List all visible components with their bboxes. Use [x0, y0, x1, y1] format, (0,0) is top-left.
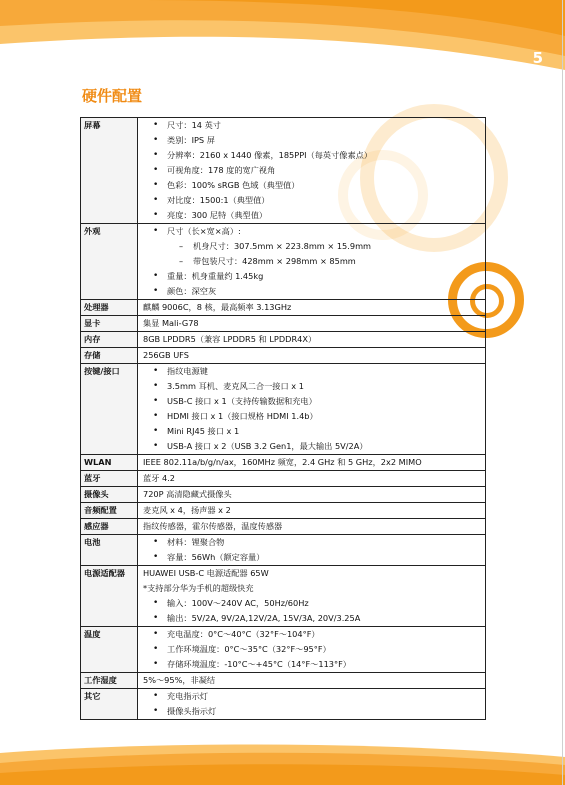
spec-label: 存储 [81, 348, 138, 364]
spec-value [138, 566, 486, 627]
spec-row-camera [81, 487, 486, 503]
spec-row-battery [81, 535, 486, 566]
spec-row-audio [81, 503, 486, 519]
spec-item: • 类别：IPS 屏 [151, 133, 480, 148]
spec-item-text: 尺寸（长×宽×高）: [167, 226, 241, 236]
spec-item: • 可视角度：178 度的宽广视角 [151, 163, 480, 178]
spec-item: • 3.5mm 耳机、麦克风二合一接口 x 1 [151, 379, 480, 394]
spec-label: 电源适配器 [81, 566, 138, 627]
spec-item: • 存储环境温度：-10°C～+45°C（14°F～113°F） [151, 657, 480, 672]
spec-label: 摄像头 [81, 487, 138, 503]
spec-item: • 输出：5V/2A, 9V/2A,12V/2A, 15V/3A, 20V/3.25A [151, 611, 480, 626]
spec-item: • 亮度：300 尼特（典型值） [151, 208, 480, 223]
footer-banner [0, 739, 565, 785]
spec-row-storage [81, 348, 486, 364]
spec-item: • 色彩：100% sRGB 色域（典型值） [151, 178, 480, 193]
spec-value: 指纹传感器，霍尔传感器，温度传感器 [138, 519, 486, 535]
spec-value [138, 364, 486, 455]
spec-value [138, 118, 486, 224]
spec-label: 感应器 [81, 519, 138, 535]
spec-item: • 分辨率：2160 x 1440 像素，185PPI（每英寸像素点） [151, 148, 480, 163]
spec-label: 外观 [81, 224, 138, 300]
spec-row-cpu [81, 300, 486, 316]
spec-row-adapter [81, 566, 486, 627]
spec-item: • 尺寸：14 英寸 [151, 118, 480, 133]
spec-value [138, 535, 486, 566]
spec-row-memory [81, 332, 486, 348]
spec-row-screen [81, 118, 486, 224]
spec-row-other [81, 689, 486, 720]
spec-value: 256GB UFS [138, 348, 486, 364]
spec-item: • USB-C 接口 x 1（支持传输数据和充电） [151, 394, 480, 409]
page-number: 5 [532, 49, 543, 67]
spec-label: 内存 [81, 332, 138, 348]
spec-value: 麒麟 9006C，8 核，最高频率 3.13GHz [138, 300, 486, 316]
spec-row-humidity [81, 673, 486, 689]
spec-item: • 工作环境温度：0°C～35°C（32°F～95°F） [151, 642, 480, 657]
spec-row-ports [81, 364, 486, 455]
spec-item: • 颜色：深空灰 [151, 284, 480, 299]
spec-label: 工作湿度 [81, 673, 138, 689]
spec-label: 屏幕 [81, 118, 138, 224]
spec-label: 蓝牙 [81, 471, 138, 487]
spec-item [151, 224, 480, 269]
spec-label: 显卡 [81, 316, 138, 332]
spec-item: • 容量：56Wh（额定容量） [151, 550, 480, 565]
spec-item: • 重量：机身重量约 1.45kg [151, 269, 480, 284]
spec-label: 按键/接口 [81, 364, 138, 455]
spec-value [138, 689, 486, 720]
spec-item: • 充电指示灯 [151, 689, 480, 704]
spec-label: 音频配置 [81, 503, 138, 519]
spec-value: 720P 高清隐藏式摄像头 [138, 487, 486, 503]
spec-row-bluetooth [81, 471, 486, 487]
spec-value: 麦克风 x 4，扬声器 x 2 [138, 503, 486, 519]
spec-value [138, 224, 486, 300]
spec-note: *支持部分华为手机的超级快充 [143, 583, 254, 593]
spec-subitem: – 机身尺寸：307.5mm × 223.8mm × 15.9mm [179, 239, 480, 254]
header-banner [0, 0, 565, 80]
spec-label: WLAN [81, 455, 138, 471]
spec-item: • 充电温度：0°C～40°C（32°F～104°F） [151, 627, 480, 642]
spec-value: IEEE 802.11a/b/g/n/ax，160MHz 频宽，2.4 GHz 和 5 GHz，2x2 MIMO [138, 455, 486, 471]
spec-value: 5%～95%，非凝结 [138, 673, 486, 689]
spec-value [138, 627, 486, 673]
spec-item: • HDMI 接口 x 1（接口规格 HDMI 1.4b） [151, 409, 480, 424]
spec-item: • 材料：锂聚合物 [151, 535, 480, 550]
spec-label: 其它 [81, 689, 138, 720]
spec-row-temperature [81, 627, 486, 673]
spec-item: • Mini RJ45 接口 x 1 [151, 424, 480, 439]
spec-row-gpu [81, 316, 486, 332]
spec-label: 处理器 [81, 300, 138, 316]
spec-value: 集显 Mali-G78 [138, 316, 486, 332]
spec-value: 蓝牙 4.2 [138, 471, 486, 487]
spec-row-sensors [81, 519, 486, 535]
spec-table [80, 117, 486, 720]
spec-item: • 对比度：1500:1（典型值） [151, 193, 480, 208]
spec-text: HUAWEI USB-C 电源适配器 65W [143, 568, 269, 578]
spec-label: 电池 [81, 535, 138, 566]
spec-item: • 输入：100V～240V AC，50Hz/60Hz [151, 596, 480, 611]
spec-label: 温度 [81, 627, 138, 673]
page-title: 硬件配置 [82, 87, 143, 105]
spec-value: 8GB LPDDR5（兼容 LPDDR5 和 LPDDR4X） [138, 332, 486, 348]
spec-row-wlan [81, 455, 486, 471]
spec-subitem: – 带包装尺寸：428mm × 298mm × 85mm [179, 254, 480, 269]
spec-row-appearance [81, 224, 486, 300]
spec-item: • 指纹电源键 [151, 364, 480, 379]
spec-item: • USB-A 接口 x 2（USB 3.2 Gen1，最大输出 5V/2A） [151, 439, 480, 454]
spec-item: • 摄像头指示灯 [151, 704, 480, 719]
